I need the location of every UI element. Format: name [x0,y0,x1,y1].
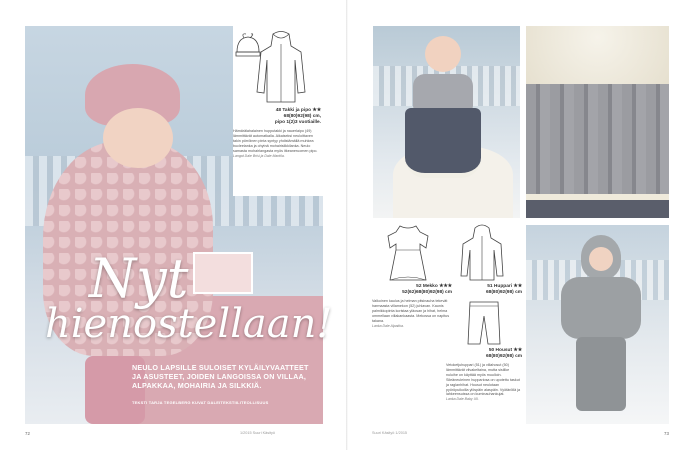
article-credits: TEKSTI TARJA TEGELBERG KUVAT DALEITEKSTIILITEOLLISUUS [132,400,269,405]
pattern-50-description: Vetoketjuhuppari (51) ja villahosut (50) lämmittävät vilvakeltaina, mutta sisillke nuluihe on käyttää myös muulloin. Sileäneuleinen huppariosa on upotettu taskut ja raglanhihat. Housut neulotaan pyöröpuikoilla ylöspäin alaspäin. Vyötäröllä ja lahkeensuissa on kuminauhankujat. [446,363,521,397]
footer-issue-right: Suuri Käsityö 1/2015 [372,431,408,435]
photo-lace-hem [526,194,669,218]
photo-knit-detail-closeup [526,26,669,218]
photo-grey-dress-child [373,26,520,218]
pattern-48-sizes: 68(80)92(98) cm, [283,114,321,119]
pattern-50-title: 50 Housut ★★ [488,348,522,353]
photo-pants [576,337,626,411]
pattern-50-sizes: 68(80)92(98) cm [486,354,522,359]
dress-sketch-icon [386,224,430,282]
page-number-left: 72 [25,431,30,436]
hoodie-sketch-icon [459,224,505,282]
lead-paragraph: NEULO LAPSILLE SULOISET KYLÄILYVAATTEET JA ASUSTEET, JOIDEN LANGOISSA ON VILLAA, ALPAKKAA, MOHAIRIA JA SILKKIÄ. [132,363,309,391]
headline-line-2: hienostellaan! [45,301,333,347]
pants-sketch-icon [466,300,502,346]
pattern-48-sizes-hat: pipo 1(2)3 vuotiaille. [274,120,321,125]
pattern-48-title: 48 Takki ja pipo ★★ [275,108,321,113]
photo-cable-knit [526,84,669,194]
page-headline [45,247,333,347]
pattern-52-title: 52 Mekko ★★★ [416,284,452,289]
pattern-48-block [233,108,321,158]
pattern-info-panel [233,26,323,196]
headline-line-1: Nyt [89,247,189,310]
pattern-50-yarn: Lanka Dale Baby Ull. [446,397,479,402]
photo-child-face [425,36,461,72]
pattern-48-description: Hämärälahalainen hupputakki ja nauerlaipo (49) lämmittävät automatkalla. Aikaiseksi neuloittaven takin pörröinen pinta syntyy yhdistämällä muhkea bucleelanka ja ohytnä mohairisilkkilanka. Neulo samasta mohairlangasta myös itkeaneruomen pipo. [233,129,318,153]
photo-grey-overall-child [526,225,669,424]
photo-child-face [589,247,613,271]
pattern-52-sizes: 52(62)68(80)92(98) cm [402,290,452,295]
pattern-52-block [372,284,452,328]
photo-dress-skirt [405,108,481,178]
photo-lace-collar [526,26,669,84]
pattern-50-block [446,348,522,402]
footer-issue-left: 1/2015 Suuri Käsityö [240,431,276,435]
page-number-right: 73 [664,431,669,436]
pattern-48-yarn: Langat Dale Brisi ja Dale Mantila. [233,153,285,158]
pattern-51-sizes: 68(80)92(98) cm [486,290,522,295]
coat-sketch-icon [255,30,307,104]
pattern-52-yarn: Lanka Dale Alpakka. [372,323,404,328]
pattern-52-description: Valkoinen kaulus ja helman pitsinauha tekevät harmaasta villamekon (52) juhlavan. Kaunis palmikkopinta koristaa yläosan ja hihat, helma ommellaan villakankaasta. Mekossa on napitus takana. [372,299,450,323]
photo-dress-bodice [413,74,473,110]
pattern-51-title: 51 Huppari ★★ [487,284,522,289]
photo-child-face [103,108,173,168]
photo-hoodie-body [561,277,641,339]
pattern-51-block [452,284,522,296]
